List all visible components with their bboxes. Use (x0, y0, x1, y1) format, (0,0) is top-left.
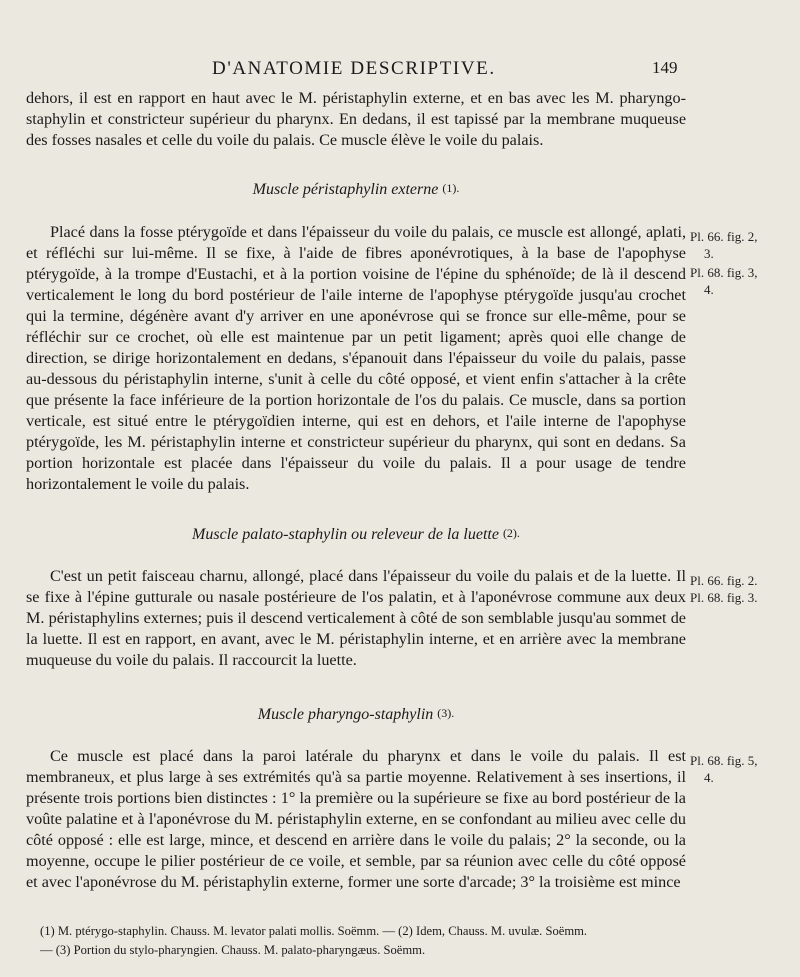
margin-note-line: Pl. 66. fig. 2, (690, 229, 758, 244)
footnote-ref: (3). (437, 706, 455, 720)
intro-text: dehors, il est en rapport en haut avec le M. péristaphylin externe, et en bas avec les M. pharyngo-staphylin et constricteur supérieur du pharynx. En dedans, il est tapissé par la membrane muqueuse des fosses nasales et celle du voile du palais. Ce muscle élève le voile du palais. (26, 89, 686, 149)
section-title-text: Muscle palato-staphylin ou releveur de la luette (192, 526, 499, 543)
section-title-palato-staphylin (26, 526, 686, 544)
footnote-line: (1) M. ptérygo-staphylin. Chauss. M. levator palati mollis. Soëmm. — (2) Idem, Chauss. M. uvulæ. Soëmm. (40, 924, 588, 938)
section-title-text: Muscle péristaphylin externe (252, 181, 439, 198)
footnote-line: — (3) Portion du stylo-pharyngien. Chauss. M. palato-pharyngæus. Soëmm. (40, 943, 426, 957)
margin-note-line: 4. (704, 770, 714, 785)
footnotes (40, 922, 760, 960)
margin-note-line: Pl. 68. fig. 3, (690, 265, 758, 280)
section-title-pharyngo-staphylin (26, 706, 686, 724)
section-title-peristaphylin-externe (26, 181, 686, 199)
page-number: 149 (652, 58, 678, 77)
margin-note (690, 752, 800, 786)
margin-note-line: Pl. 66. fig. 2. (690, 573, 758, 588)
margin-note-line: Pl. 68. fig. 5, (690, 753, 758, 768)
section-title-text: Muscle pharyngo-staphylin (257, 706, 434, 723)
footnote-ref: (2). (502, 526, 520, 540)
margin-note-line: 4. (704, 282, 714, 297)
margin-note-line: Pl. 68. fig. 3. (690, 590, 758, 605)
footnote-ref: (1). (442, 181, 460, 195)
section-body-text: Placé dans la fosse ptérygoïde et dans l'épaisseur du voile du palais, ce muscle est allongé, aplati, et réfléchi sur lui-même. Il se fixe, à l'aide de fibres aponévrotiques, à la base de l'apophyse ptérygoïde, à la trompe d'Eustachi, et à la portion voisine de l'épine du sphénoïde; de là il descend verticalement le long du bord postérieur de l'aile interne de l'apophyse ptérygoïde jusqu'au crochet qui la termine, dégénère avant d'y arriver en une aponévrose qui se fronce sur elle-même, pour se réfléchir sur ce crochet, où elle est maintenue par un petit ligament; après quoi elle change de direction, se dirige horizontalement en dedans, s'épanouit dans l'épaisseur du voile du palais, passe au-dessous du péristaphylin interne, s'unit à celle du côté opposé, et vient enfin s'attacher à la crête que présente la face inférieure de la portion horizontale de l'os du palais. Ce muscle, dans sa portion verticale, est situé entre le ptérygoïdien interne, qui est en dehors, et l'aile interne de l'apophyse ptérygoïde, les M. péristaphylin interne et constricteur supérieur du pharynx, qui sont en dedans. Sa portion horizontale est placée dans l'épaisseur du voile du palais. Il a pour usage de tendre horizontalement le voile du palais. (26, 223, 686, 493)
running-head (0, 58, 800, 80)
margin-note (690, 264, 800, 298)
section-body-peristaphylin-externe (26, 222, 686, 495)
margin-note (690, 572, 800, 606)
section-body-text: C'est un petit faisceau charnu, allongé, placé dans l'épaisseur du voile du palais et de la luette. Il se fixe à l'épine gutturale ou nasale postérieure de l'os palatin, et à l'aponévrose commune aux deux M. péristaphylins externes; puis il descend verticalement à côté de son semblable jusqu'au sommet de la luette. Il est en rapport, en avant, avec le M. péristaphylin interne, et en arrière avec la membrane muqueuse du voile du palais. Il raccourcit la luette. (26, 567, 686, 669)
section-body-palato-staphylin (26, 566, 686, 671)
margin-note (690, 228, 800, 262)
running-title: D'ANATOMIE DESCRIPTIVE. (212, 58, 496, 79)
intro-paragraph (26, 88, 686, 151)
section-body-pharyngo-staphylin (26, 746, 686, 893)
section-body-text: Ce muscle est placé dans la paroi latérale du pharynx et dans le voile du palais. Il est membraneux, et plus large à ses extrémités qu'à sa partie moyenne. Relativement à ses insertions, il présente trois portions bien distinctes : 1° la première ou la supérieure se fixe au bord postérieur de la voûte palatine et à l'aponévrose du M. péristaphylin externe, en se confondant au milieu avec celle du côté opposé : elle est large, mince, et descend en arrière dans le voile du palais; 2° la seconde, ou la moyenne, occupe le pilier postérieur de ce voile, et semble, par sa réunion avec celle du côté opposé et avec l'aponévrose du M. péristaphylin externe, former une sorte d'arcade; 3° la troisième est mince (26, 747, 686, 891)
margin-note-line: 3. (704, 246, 714, 261)
